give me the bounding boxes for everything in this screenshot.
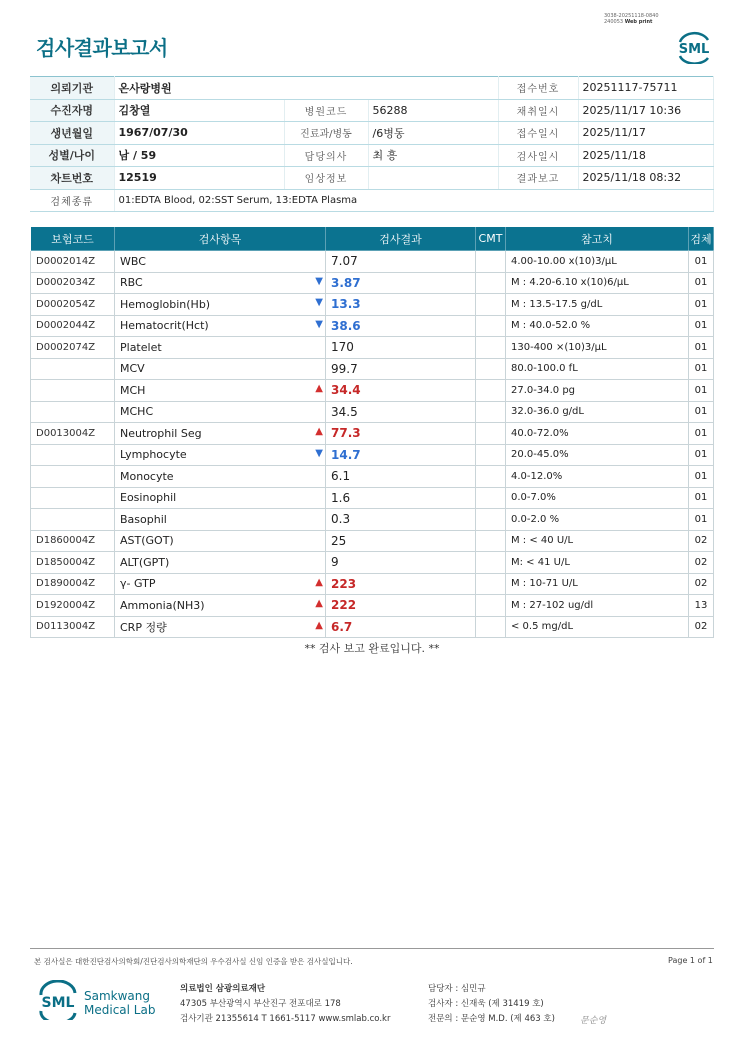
value-specimen: 01:EDTA Blood, 02:SST Serum, 13:EDTA Plasma xyxy=(114,189,714,212)
table-row xyxy=(31,509,714,531)
results-specimen-cell-text: 01 xyxy=(694,363,708,375)
results-code-cell-text: D1920004Z xyxy=(36,599,96,611)
results-value-cell-text: 25 xyxy=(331,533,347,548)
footer-staff xyxy=(428,982,555,1027)
results-value-cell-text: 34.4 xyxy=(331,383,361,398)
results-cmt-cell xyxy=(476,358,506,380)
results-specimen-cell-text: 02 xyxy=(694,578,708,590)
results-value-cell-text: 6.7 xyxy=(331,619,353,634)
value-chart: 12519 xyxy=(114,167,284,190)
results-value-cell xyxy=(326,401,476,423)
low-flag-icon: ▼ xyxy=(315,275,323,287)
results-ref-cell xyxy=(506,423,689,445)
results-ref-cell-text: M : 10-71 U/L xyxy=(511,578,578,590)
results-code-cell xyxy=(31,466,115,488)
brand-line-2: Medical Lab xyxy=(84,1003,156,1017)
value-receipt-no: 20251117-75711 xyxy=(578,77,714,100)
results-specimen-cell xyxy=(689,423,714,445)
results-value-cell xyxy=(326,444,476,466)
results-item-cell xyxy=(115,294,326,316)
results-specimen-cell-text: 01 xyxy=(694,384,708,396)
table-row xyxy=(31,616,714,638)
results-cmt-cell xyxy=(476,401,506,423)
results-item-cell-text: Hemoglobin(Hb) xyxy=(120,297,211,311)
page-title: 검사결과보고서 xyxy=(36,36,168,60)
signature: 문순영 xyxy=(580,1016,607,1026)
high-flag-icon: ▲ xyxy=(315,619,323,631)
results-value-cell xyxy=(326,358,476,380)
results-specimen-cell-text: 01 xyxy=(694,255,708,267)
results-cmt-cell xyxy=(476,251,506,273)
results-item-cell xyxy=(115,380,326,402)
label-hospital-code: 병원코드 xyxy=(284,99,368,122)
results-value-cell-text: 6.1 xyxy=(331,469,351,484)
high-flag-icon: ▲ xyxy=(315,598,323,609)
sml-footer-logo-icon xyxy=(36,980,80,1020)
results-item-cell xyxy=(115,552,326,574)
label-specimen: 검체종류 xyxy=(30,189,114,212)
results-ref-cell xyxy=(506,616,689,638)
results-item-cell-text: CRP 정량 xyxy=(120,620,167,634)
results-specimen-cell-text: 01 xyxy=(694,298,708,310)
print-info xyxy=(604,13,684,25)
results-value-cell-text: 223 xyxy=(331,576,357,591)
label-department: 진료과/병동 xyxy=(284,122,368,145)
results-item-cell xyxy=(115,573,326,595)
table-row xyxy=(31,315,714,337)
label-receipt-date: 접수일시 xyxy=(498,122,578,145)
results-ref-cell xyxy=(506,573,689,595)
footer-divider xyxy=(30,948,714,949)
footer-org xyxy=(180,982,390,1027)
results-item-cell xyxy=(115,272,326,294)
results-code-cell xyxy=(31,487,115,509)
header-code: 보험코드 xyxy=(31,227,115,251)
results-cmt-cell xyxy=(476,315,506,337)
label-report-date: 결과보고 xyxy=(498,167,578,190)
table-row xyxy=(31,337,714,359)
results-specimen-cell xyxy=(689,380,714,402)
results-item-cell-text: MCHC xyxy=(120,405,154,419)
label-receipt-no: 접수번호 xyxy=(498,77,578,100)
results-cmt-cell xyxy=(476,423,506,445)
value-collect-date: 2025/11/17 10:36 xyxy=(578,99,714,122)
results-value-cell-text: 1.6 xyxy=(331,490,351,505)
report-complete-text: ** 검사 보고 완료입니다. ** xyxy=(304,642,440,655)
table-row xyxy=(31,294,714,316)
label-sex-age: 성별/나이 xyxy=(30,144,114,167)
print-code-2: 240053 xyxy=(604,19,624,25)
results-value-cell xyxy=(326,337,476,359)
results-specimen-cell xyxy=(689,401,714,423)
print-type: Web print xyxy=(624,19,653,25)
results-ref-cell xyxy=(506,530,689,552)
results-ref-cell-text: 32.0-36.0 g/dL xyxy=(511,406,584,418)
results-ref-cell-text: 80.0-100.0 fL xyxy=(511,363,578,375)
value-doctor: 최 흥 xyxy=(368,144,498,167)
results-specimen-cell xyxy=(689,315,714,337)
results-ref-cell xyxy=(506,509,689,531)
value-name: 김창열 xyxy=(114,99,284,122)
table-row xyxy=(31,487,714,509)
label-hospital: 의뢰기관 xyxy=(30,77,114,100)
results-item-cell-text: Platelet xyxy=(120,340,162,354)
results-value-cell-text: 38.6 xyxy=(331,318,361,333)
results-value-cell xyxy=(326,466,476,488)
results-value-cell-text: 222 xyxy=(331,598,357,613)
results-cmt-cell xyxy=(476,294,506,316)
results-specimen-cell xyxy=(689,552,714,574)
results-code-cell xyxy=(31,423,115,445)
value-hospital-code: 56288 xyxy=(368,99,498,122)
results-code-cell xyxy=(31,272,115,294)
results-item-cell xyxy=(115,251,326,273)
results-value-cell xyxy=(326,272,476,294)
results-value-cell xyxy=(326,509,476,531)
header-item: 검사항목 xyxy=(115,227,326,251)
results-value-cell-text: 13.3 xyxy=(331,297,361,312)
results-item-cell-text: Ammonia(NH3) xyxy=(120,598,205,612)
results-value-cell xyxy=(326,573,476,595)
results-item-cell xyxy=(115,595,326,617)
value-hospital: 온사랑병원 xyxy=(114,77,498,100)
results-ref-cell xyxy=(506,552,689,574)
results-code-cell xyxy=(31,616,115,638)
results-ref-cell xyxy=(506,401,689,423)
results-code-cell xyxy=(31,294,115,316)
results-code-cell xyxy=(31,552,115,574)
results-value-cell xyxy=(326,315,476,337)
results-value-cell xyxy=(326,530,476,552)
results-specimen-cell xyxy=(689,595,714,617)
value-department: /6병동 xyxy=(368,122,498,145)
table-row xyxy=(31,552,714,574)
footer-logo-text: SML xyxy=(41,995,75,1011)
table-row xyxy=(31,466,714,488)
results-ref-cell-text: 130-400 ×(10)3/μL xyxy=(511,341,607,353)
results-specimen-cell-text: 01 xyxy=(694,341,708,353)
results-code-cell-text: D1850004Z xyxy=(36,556,96,568)
results-code-cell xyxy=(31,401,115,423)
results-code-cell-text: D0002074Z xyxy=(36,341,96,353)
results-item-cell xyxy=(115,337,326,359)
results-value-cell xyxy=(326,552,476,574)
results-code-cell-text: D0002054Z xyxy=(36,298,96,310)
results-cmt-cell xyxy=(476,573,506,595)
header-cmt: CMT xyxy=(476,227,506,251)
low-flag-icon: ▼ xyxy=(315,297,323,308)
staff-name: 심민규 xyxy=(460,984,486,994)
results-ref-cell-text: M : 40.0-52.0 % xyxy=(511,320,591,332)
label-birth: 생년월일 xyxy=(30,122,114,145)
results-specimen-cell-text: 01 xyxy=(694,513,708,525)
results-item-cell xyxy=(115,401,326,423)
results-code-cell xyxy=(31,337,115,359)
results-specimen-cell xyxy=(689,509,714,531)
results-item-cell xyxy=(115,315,326,337)
results-item-cell-text: Eosinophil xyxy=(120,491,177,505)
results-table xyxy=(30,226,714,638)
print-code: 3038-20251118-0840 xyxy=(604,13,659,19)
high-flag-icon: ▲ xyxy=(315,383,323,394)
label-name: 수진자명 xyxy=(30,99,114,122)
page-number: Page 1 of 1 xyxy=(668,956,713,965)
results-specimen-cell-text: 01 xyxy=(694,470,708,482)
results-ref-cell-text: 0.0-7.0% xyxy=(511,492,556,504)
header-specimen: 검체 xyxy=(689,227,714,251)
results-ref-cell-text: 40.0-72.0% xyxy=(511,427,569,439)
results-item-cell-text: ALT(GPT) xyxy=(120,555,170,569)
results-ref-cell xyxy=(506,444,689,466)
staff-role: 담당자 : xyxy=(428,984,459,994)
results-specimen-cell xyxy=(689,466,714,488)
table-row xyxy=(31,444,714,466)
results-code-cell-text: D1860004Z xyxy=(36,535,96,547)
results-ref-cell-text: M : 13.5-17.5 g/dL xyxy=(511,298,603,310)
results-item-cell xyxy=(115,423,326,445)
results-ref-cell xyxy=(506,337,689,359)
results-specimen-cell xyxy=(689,337,714,359)
results-ref-cell-text: < 0.5 mg/dL xyxy=(511,621,574,633)
results-value-cell-text: 0.3 xyxy=(331,512,351,527)
staff-role: 검사자 : xyxy=(428,999,459,1009)
results-specimen-cell-text: 02 xyxy=(694,621,708,633)
label-collect-date: 채취일시 xyxy=(498,99,578,122)
results-specimen-cell xyxy=(689,251,714,273)
results-code-cell xyxy=(31,444,115,466)
patient-info-table xyxy=(30,76,714,212)
results-value-cell-text: 9 xyxy=(331,555,339,570)
results-code-cell xyxy=(31,573,115,595)
org-name: 의료법인 삼광의료재단 xyxy=(180,984,266,994)
results-value-cell xyxy=(326,294,476,316)
results-item-cell-text: RBC xyxy=(120,276,143,290)
results-item-cell-text: Lymphocyte xyxy=(120,448,187,462)
results-value-cell xyxy=(326,380,476,402)
results-code-cell xyxy=(31,358,115,380)
org-contact: 검사기관 21355614 T 1661-5117 www.smlab.co.kr xyxy=(180,1014,391,1024)
results-ref-cell-text: 4.00-10.00 x(10)3/μL xyxy=(511,255,617,267)
results-cmt-cell xyxy=(476,337,506,359)
results-code-cell-text: D0013004Z xyxy=(36,427,96,439)
header-result: 검사결과 xyxy=(326,227,476,251)
low-flag-icon: ▼ xyxy=(315,447,323,459)
results-cmt-cell xyxy=(476,444,506,466)
results-ref-cell-text: 27.0-34.0 pg xyxy=(511,384,576,396)
results-code-cell xyxy=(31,530,115,552)
results-code-cell-text: D0002014Z xyxy=(36,255,96,267)
results-item-cell xyxy=(115,509,326,531)
results-code-cell-text: D1890004Z xyxy=(36,578,96,590)
results-item-cell-text: AST(GOT) xyxy=(120,534,174,548)
results-code-cell-text: D0113004Z xyxy=(36,621,96,633)
results-value-cell xyxy=(326,423,476,445)
value-report-date: 2025/11/18 08:32 xyxy=(578,167,714,190)
staff-name: 문순영 M.D. (제 463 호) xyxy=(460,1014,555,1024)
value-receipt-date: 2025/11/17 xyxy=(578,122,714,145)
value-test-date: 2025/11/18 xyxy=(578,144,714,167)
results-value-cell-text: 34.5 xyxy=(331,404,358,419)
results-ref-cell-text: M: < 41 U/L xyxy=(511,556,570,568)
results-ref-cell-text: M : 27-102 ug/dl xyxy=(511,599,594,611)
table-row xyxy=(31,272,714,294)
results-specimen-cell-text: 02 xyxy=(694,535,708,547)
results-cmt-cell xyxy=(476,552,506,574)
results-value-cell-text: 170 xyxy=(331,340,354,355)
results-ref-cell xyxy=(506,380,689,402)
results-header-row xyxy=(31,227,714,251)
results-item-cell xyxy=(115,616,326,638)
results-specimen-cell xyxy=(689,530,714,552)
results-specimen-cell xyxy=(689,294,714,316)
table-row xyxy=(31,595,714,617)
label-doctor: 담당의사 xyxy=(284,144,368,167)
sml-logo-icon xyxy=(674,28,714,64)
results-ref-cell-text: M : 4.20-6.10 x(10)6/μL xyxy=(511,277,629,289)
results-code-cell xyxy=(31,509,115,531)
results-ref-cell xyxy=(506,358,689,380)
results-code-cell-text: D0002044Z xyxy=(36,320,96,332)
results-code-cell-text: D0002034Z xyxy=(36,277,96,289)
results-item-cell-text: Monocyte xyxy=(120,469,174,483)
results-value-cell-text: 99.7 xyxy=(331,361,358,376)
results-item-cell xyxy=(115,530,326,552)
results-value-cell xyxy=(326,487,476,509)
low-flag-icon: ▼ xyxy=(315,318,323,330)
results-cmt-cell xyxy=(476,595,506,617)
results-specimen-cell xyxy=(689,272,714,294)
results-item-cell-text: Neutrophil Seg xyxy=(120,426,202,440)
results-ref-cell-text: 0.0-2.0 % xyxy=(511,513,560,525)
results-value-cell-text: 77.3 xyxy=(331,426,361,441)
results-cmt-cell xyxy=(476,530,506,552)
high-flag-icon: ▲ xyxy=(315,576,323,588)
table-row xyxy=(31,530,714,552)
footer-brand xyxy=(84,989,155,1017)
org-address: 47305 부산광역시 부산진구 전포대로 178 xyxy=(180,999,341,1009)
results-specimen-cell-text: 01 xyxy=(694,277,708,289)
results-ref-cell-text: M : < 40 U/L xyxy=(511,535,574,547)
results-code-cell xyxy=(31,380,115,402)
results-specimen-cell xyxy=(689,616,714,638)
results-code-cell xyxy=(31,595,115,617)
results-cmt-cell xyxy=(476,380,506,402)
results-value-cell-text: 3.87 xyxy=(331,275,361,290)
results-item-cell xyxy=(115,358,326,380)
high-flag-icon: ▲ xyxy=(315,426,323,437)
results-code-cell xyxy=(31,315,115,337)
table-row xyxy=(31,251,714,273)
results-ref-cell xyxy=(506,294,689,316)
table-row xyxy=(31,358,714,380)
label-chart: 차트번호 xyxy=(30,167,114,190)
results-specimen-cell-text: 01 xyxy=(694,406,708,418)
value-birth: 1967/07/30 xyxy=(114,122,284,145)
results-item-cell-text: MCV xyxy=(120,362,145,376)
value-clinical xyxy=(368,167,498,190)
results-item-cell xyxy=(115,466,326,488)
results-specimen-cell xyxy=(689,573,714,595)
results-specimen-cell xyxy=(689,358,714,380)
results-item-cell xyxy=(115,444,326,466)
brand-line-1: Samkwang xyxy=(84,989,150,1003)
logo-text: SML xyxy=(678,42,710,57)
label-test-date: 검사일시 xyxy=(498,144,578,167)
results-value-cell-text: 14.7 xyxy=(331,447,361,462)
results-cmt-cell xyxy=(476,272,506,294)
header-ref: 참고치 xyxy=(506,227,689,251)
results-specimen-cell-text: 01 xyxy=(694,492,708,504)
value-sex-age: 남 / 59 xyxy=(114,144,284,167)
staff-role: 전문의 : xyxy=(428,1014,459,1024)
results-value-cell xyxy=(326,251,476,273)
results-cmt-cell xyxy=(476,616,506,638)
results-ref-cell xyxy=(506,251,689,273)
results-ref-cell xyxy=(506,272,689,294)
results-ref-cell-text: 20.0-45.0% xyxy=(511,449,569,461)
results-item-cell-text: Hematocrit(Hct) xyxy=(120,319,209,333)
results-specimen-cell-text: 01 xyxy=(694,449,708,461)
results-code-cell xyxy=(31,251,115,273)
results-item-cell-text: γ- GTP xyxy=(120,577,156,591)
results-specimen-cell xyxy=(689,487,714,509)
results-item-cell-text: Basophil xyxy=(120,512,167,526)
results-specimen-cell-text: 01 xyxy=(694,427,708,439)
results-cmt-cell xyxy=(476,466,506,488)
table-row xyxy=(31,380,714,402)
results-item-cell xyxy=(115,487,326,509)
results-value-cell xyxy=(326,616,476,638)
staff-name: 신재욱 (제 31419 호) xyxy=(460,999,544,1009)
results-ref-cell-text: 4.0-12.0% xyxy=(511,470,563,482)
table-row xyxy=(31,423,714,445)
results-ref-cell xyxy=(506,487,689,509)
results-specimen-cell-text: 13 xyxy=(694,599,708,611)
results-specimen-cell-text: 01 xyxy=(694,320,708,332)
results-item-cell-text: WBC xyxy=(120,254,146,268)
results-ref-cell xyxy=(506,595,689,617)
results-value-cell-text: 7.07 xyxy=(331,254,358,269)
results-value-cell xyxy=(326,595,476,617)
results-cmt-cell xyxy=(476,509,506,531)
results-item-cell-text: MCH xyxy=(120,383,146,397)
results-specimen-cell-text: 02 xyxy=(694,556,708,568)
results-specimen-cell xyxy=(689,444,714,466)
footer-note: 본 검사실은 대한진단검사의학회/진단검사의학재단의 우수검사실 신임 인증을 받은 검사실입니다. xyxy=(34,957,353,966)
results-ref-cell xyxy=(506,466,689,488)
label-clinical: 임상정보 xyxy=(284,167,368,190)
results-ref-cell xyxy=(506,315,689,337)
table-row xyxy=(31,401,714,423)
results-cmt-cell xyxy=(476,487,506,509)
table-row xyxy=(31,573,714,595)
